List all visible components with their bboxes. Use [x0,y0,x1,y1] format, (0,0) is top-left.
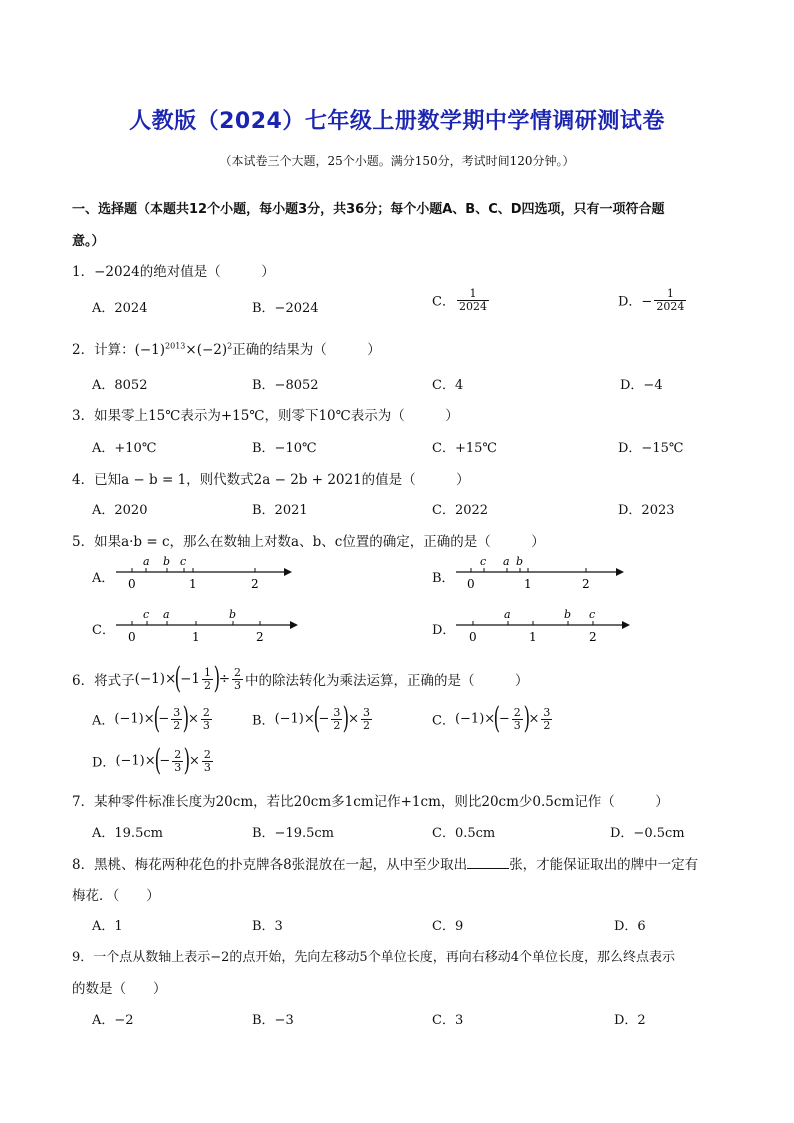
q4-option-c: C．2022 [432,503,489,518]
q9-stem: 9．一个点从数轴上表示−2的点开始，先向左移动5个单位长度，再向右移动4个单位长度，那么终点表示 [72,950,675,965]
label-a: a [504,608,511,621]
q7-option-c: C．0.5cm [432,826,496,841]
arrow-head [616,568,624,576]
arrow-head [284,568,292,576]
label-b: b [516,555,524,568]
label-a: a [163,608,170,621]
q6-option-c: C．(−1)×(− $\frac{2}{3}$ )× $\frac{3}{2}$ [432,701,551,736]
tick-2: 2 [251,577,259,591]
q9-option-b: B．−3 [252,1013,294,1028]
q2-option-d: D．−4 [620,378,663,393]
q4-option-b: B．2021 [252,503,308,518]
q5-option-b: B． [432,571,455,586]
exam-note: （本试卷三个大题，25个小题。满分150分，考试时间120分钟。） [219,154,575,168]
q8-stem-line2: 梅花．（ ） [72,888,160,904]
label-c: c [143,608,150,621]
q9-option-d: D．2 [614,1013,646,1028]
q5-option-a: A． [92,571,115,586]
number-line-b [452,552,628,594]
q6-option-d: D．(−1)×(− $\frac{2}{3}$ )× $\frac{2}{3}$ [92,743,211,778]
q9-option-c: C．3 [432,1013,464,1028]
q4-stem: 4．已知a − b = 1，则代数式2a − 2b + 2021的值是（ ） [72,472,470,488]
label-b: b [564,608,572,621]
q7-option-b: B．−19.5cm [252,826,334,841]
tick-0: 0 [128,630,136,644]
q3-option-c: C．+15℃ [432,441,497,456]
number-line-a [112,552,294,594]
q7-option-d: D．−0.5cm [610,826,685,841]
q3-option-d: D．−15℃ [618,441,684,456]
answer-blank [467,856,509,869]
q8-stem: 8．黑桃、梅花两种花色的扑克牌各8张混放在一起，从中至少取出 张，才能保证取出的牌中一定有 [72,857,699,873]
tick-0: 0 [469,630,477,644]
label-c: c [180,555,187,568]
label-c: c [589,608,596,621]
q9-stem-line2: 的数是（ ） [72,981,167,997]
q4-option-a: A．2020 [92,503,148,518]
q3-option-a: A．+10℃ [92,441,157,456]
tick-2: 2 [582,577,590,591]
q2-option-c: C．4 [432,378,464,393]
label-b: b [229,608,237,621]
q2-option-b: B．−8052 [252,378,319,393]
q1-option-a: A．2024 [92,301,148,316]
tick-0: 0 [128,577,136,591]
tick-1: 1 [529,630,537,644]
label-b: b [163,555,171,568]
q6-option-b: B．(−1)×(− $\frac{3}{2}$ )× $\frac{3}{2}$ [252,701,371,736]
q8-option-c: C．9 [432,919,464,934]
fraction: $\frac{1}{2024}$ [656,287,685,313]
label-a: a [503,555,510,568]
q4-option-d: D．2023 [618,503,675,518]
q2-option-a: A．8052 [92,378,148,393]
tick-1: 1 [524,577,532,591]
label-c: c [480,555,487,568]
q3-stem: 3．如果零上15℃表示为+15℃，则零下10℃表示为（ ） [72,408,459,424]
tick-2: 2 [589,630,597,644]
q5-option-c: C． [92,623,115,638]
q5-stem: 5．如果a·b = c，那么在数轴上对数a、b、c位置的确定，正确的是（ ） [72,534,545,550]
q7-option-a: A．19.5cm [92,826,163,841]
number-line-c [112,605,302,647]
tick-2: 2 [256,630,264,644]
section-heading-line1: 一、选择题（本题共12个小题，每小题3分，共36分；每个小题A、B、C、D四选项，只有一项符合题 [72,202,665,217]
tick-1: 1 [192,630,200,644]
tick-1: 1 [189,577,197,591]
arrow-head [622,621,630,629]
q1-option-c: C． $\frac{1}{2024}$ [432,287,487,313]
q1-stem: 1．−2024的绝对值是（ ） [72,264,275,280]
q7-stem: 7．某种零件标准长度为20cm，若比20cm多1cm记作+1cm，则比20cm少0.5cm记作（ ） [72,794,669,810]
q1-option-d: D．− $\frac{1}{2024}$ [618,287,685,313]
label-a: a [143,555,150,568]
q8-option-d: D．6 [614,919,646,934]
q3-option-b: B．−10℃ [252,441,317,456]
q1-option-b: B．−2024 [252,301,319,316]
q6-option-a: A．(−1)×(− $\frac{3}{2}$ )× $\frac{2}{3}$ [92,701,210,736]
exam-title: 人教版（2024）七年级上册数学期中学情调研测试卷 [129,109,665,134]
q5-option-d: D． [432,623,456,638]
arrow-head [290,621,298,629]
q8-option-b: B．3 [252,919,283,934]
section-heading-line2: 意。） [72,234,105,249]
number-line-d [452,605,634,647]
q8-option-a: A．1 [92,919,123,934]
q6-stem: 6．将式子(−1)×(−1 $\frac{1}{2}$ )÷ $\frac{2}{3}$ 中的除法转化为乘法运算，正确的是（ ） [72,661,529,696]
q2-stem: 2．计算：$(-1)^{2013}\times(-2)^2$正确的结果为（ ） [72,341,381,358]
tick-0: 0 [467,577,475,591]
fraction: $\frac{1}{2024}$ [458,287,487,313]
q9-option-a: A．−2 [92,1013,134,1028]
